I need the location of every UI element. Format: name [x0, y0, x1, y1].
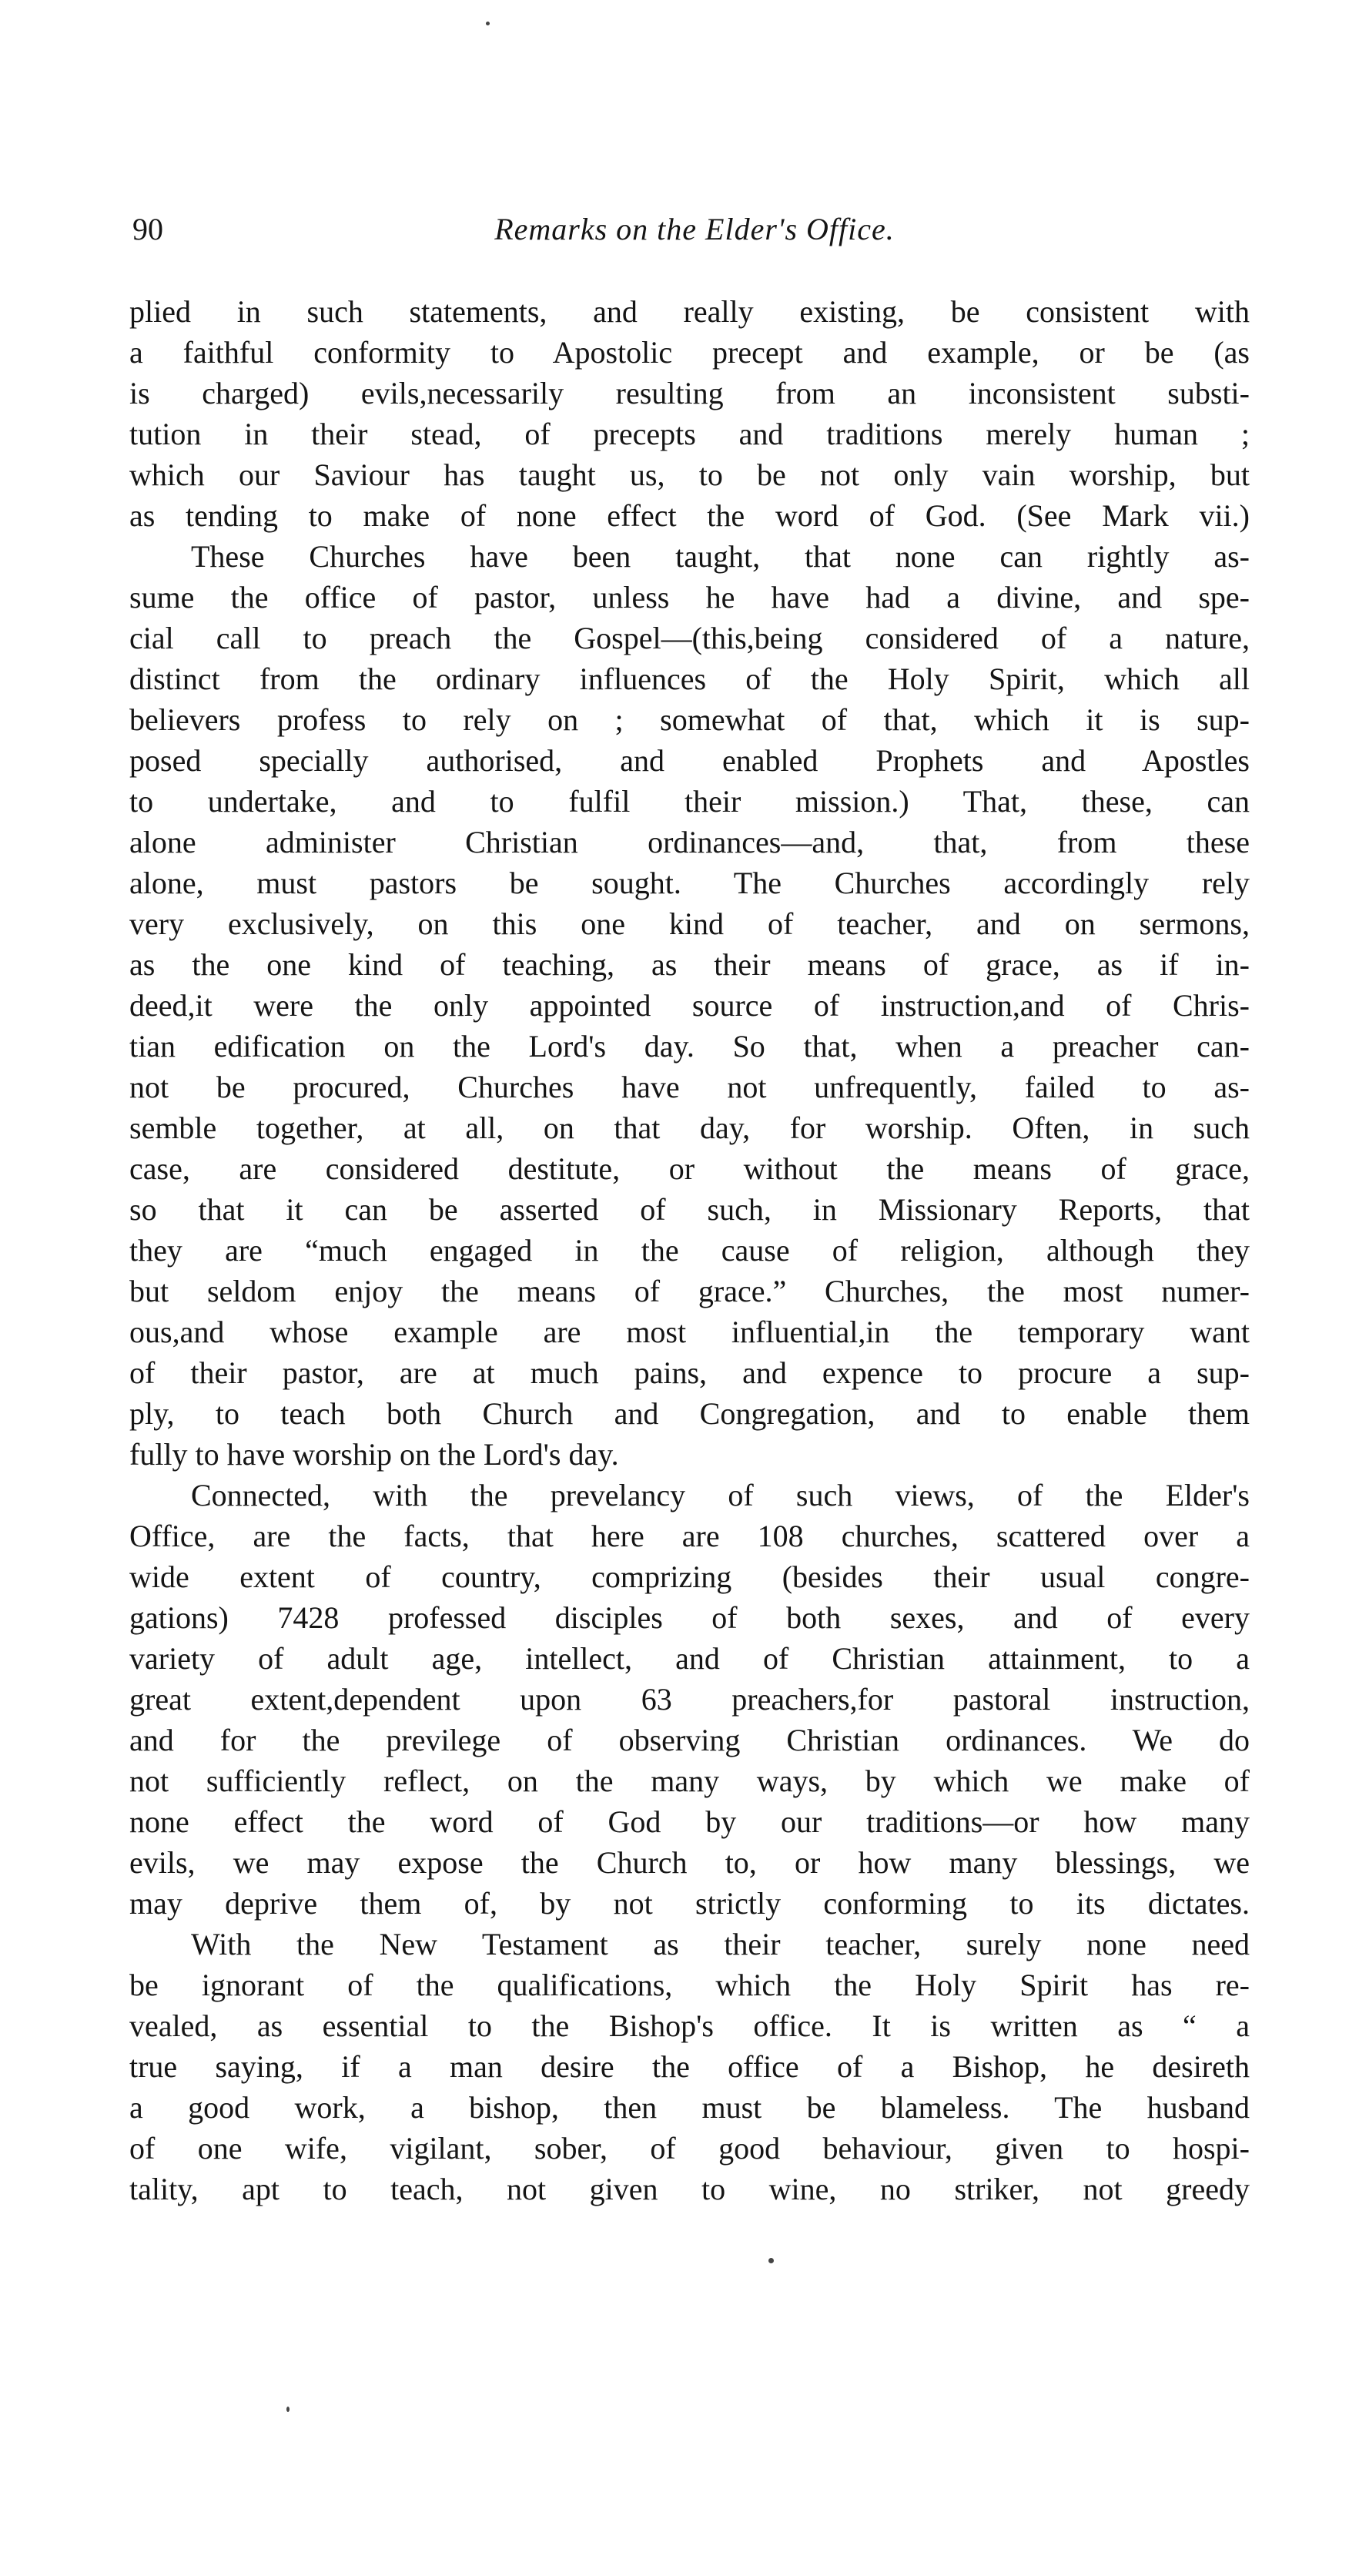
paragraph-first-line: Connected, with the prevelancy of such views, of the Elder's [191, 1478, 1250, 1512]
text-line: ous,and whose example are most influential,in the temporary want [129, 1315, 1250, 1349]
text-line: variety of adult age, intellect, and of Christian attainment, to a [129, 1641, 1250, 1676]
text-line: very exclusively, on this one kind of teacher, and on sermons, [129, 906, 1250, 941]
text-line: tian edification on the Lord's day. So that, when a preacher can- [129, 1029, 1250, 1064]
text-line: and for the previlege of observing Christian ordinances. We do [129, 1723, 1250, 1757]
text-line: Office, are the facts, that here are 108 churches, scattered over a [129, 1519, 1250, 1553]
page-number: 90 [132, 212, 163, 246]
paragraph-first-line: With the New Testament as their teacher, surely none need [191, 1927, 1250, 1961]
text-line: sume the office of pastor, unless he have had a divine, and spe- [129, 580, 1250, 615]
text-line: is charged) evils,necessarily resulting from an inconsistent substi- [129, 376, 1250, 410]
text-line: may deprive them of, by not strictly conforming to its dictates. [129, 1886, 1250, 1921]
text-line: plied in such statements, and really existing, be consistent with [129, 294, 1250, 329]
text-line: great extent,dependent upon 63 preachers,for pastoral instruction, [129, 1682, 1250, 1717]
top-speck [486, 22, 490, 25]
paragraph-first-line: These Churches have been taught, that none can rightly as- [191, 539, 1250, 574]
text-line: distinct from the ordinary influences of the Holy Spirit, which all [129, 662, 1250, 696]
text-line: none effect the word of God by our traditions—or how many [129, 1804, 1250, 1839]
text-line: as tending to make of none effect the word of God. (See Mark vii.) [129, 498, 1250, 533]
text-line: which our Saviour has taught us, to be not only vain worship, but [129, 457, 1250, 492]
text-line: tution in their stead, of precepts and traditions merely human ; [129, 417, 1250, 451]
text-line: wide extent of country, comprizing (besides their usual congre- [129, 1559, 1250, 1594]
lower-speck [768, 2258, 774, 2263]
text-line: vealed, as essential to the Bishop's office. It is written as “ a [129, 2008, 1250, 2043]
text-line: posed specially authorised, and enabled Prophets and Apostles [129, 743, 1250, 778]
bottom-speck [286, 2407, 290, 2412]
text-line: tality, apt to teach, not given to wine, no striker, not greedy [129, 2172, 1250, 2206]
body-text [129, 291, 1250, 2209]
text-line: case, are considered destitute, or without the means of grace, [129, 1151, 1250, 1186]
text-line: not be procured, Churches have not unfrequently, failed to as- [129, 1070, 1250, 1104]
text-line: evils, we may expose the Church to, or how many blessings, we [129, 1845, 1250, 1880]
text-line: semble together, at all, on that day, for worship. Often, in such [129, 1110, 1250, 1145]
text-line: but seldom enjoy the means of grace.” Churches, the most numer- [129, 1274, 1250, 1308]
text-line: deed,it were the only appointed source of instruction,and of Chris- [129, 988, 1250, 1023]
page-header [132, 206, 1257, 253]
text-line: gations) 7428 professed disciples of both sexes, and of every [129, 1600, 1250, 1635]
text-line: a faithful conformity to Apostolic precept and example, or be (as [129, 335, 1250, 370]
text-line: so that it can be asserted of such, in Missionary Reports, that [129, 1192, 1250, 1227]
text-line: believers profess to rely on ; somewhat of that, which it is sup- [129, 702, 1250, 737]
running-title: Remarks on the Elder's Office. [494, 212, 895, 246]
text-line: to undertake, and to fulfil their mission.) That, these, can [129, 784, 1250, 819]
paragraph-last-line: fully to have worship on the Lord's day. [129, 1437, 619, 1472]
text-line: as the one kind of teaching, as their means of grace, as if in- [129, 947, 1250, 982]
text-line: a good work, a bishop, then must be blameless. The husband [129, 2090, 1250, 2125]
text-line: ply, to teach both Church and Congregation, and to enable them [129, 1396, 1250, 1431]
text-line: they are “much engaged in the cause of religion, although they [129, 1233, 1250, 1268]
text-line: true saying, if a man desire the office of a Bishop, he desireth [129, 2049, 1250, 2084]
text-line: not sufficiently reflect, on the many ways, by which we make of [129, 1764, 1250, 1798]
text-line: of one wife, vigilant, sober, of good behaviour, given to hospi- [129, 2131, 1250, 2166]
text-line: alone, must pastors be sought. The Churches accordingly rely [129, 866, 1250, 900]
text-line: of their pastor, are at much pains, and expence to procure a sup- [129, 1355, 1250, 1390]
text-line: be ignorant of the qualifications, which the Holy Spirit has re- [129, 1968, 1250, 2002]
text-line: cial call to preach the Gospel—(this,being considered of a nature, [129, 621, 1250, 655]
text-line: alone administer Christian ordinances—and, that, from these [129, 825, 1250, 859]
